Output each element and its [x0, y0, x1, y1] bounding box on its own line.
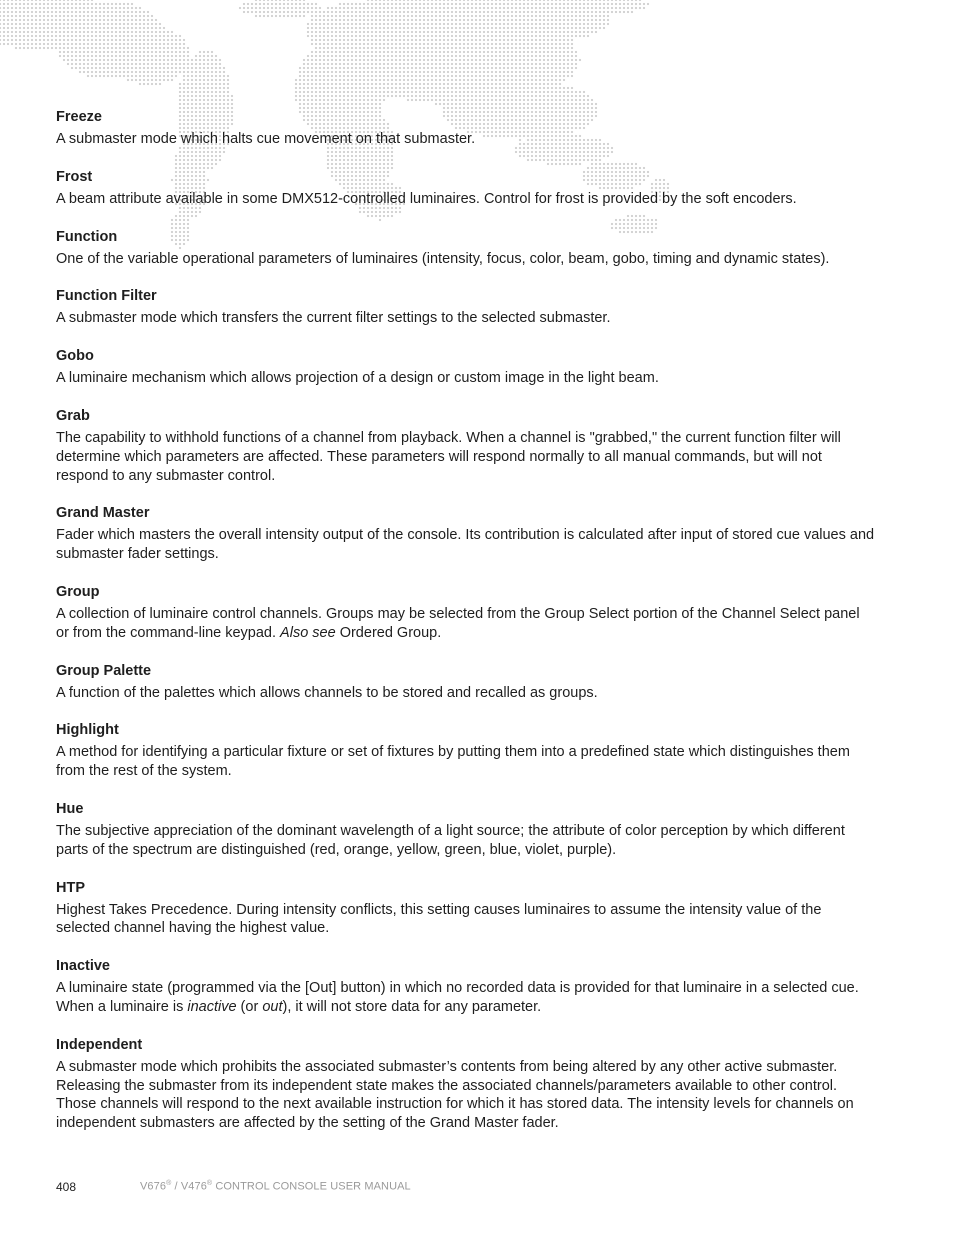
glossary-list — [56, 108, 876, 1152]
definition-text: A beam attribute available in some DMX512-controlled luminaires. Control for frost is provided by the soft encoders. — [56, 190, 797, 207]
definition-text: A submaster mode which prohibits the associated submaster’s contents from being altered by any other active submaster. Releasing the submaster from its independent state makes the associated channels/parameters available to other control. Those channels will respond to the next available instruction for which it has stored data. The intensity levels for channels on independent submasters are affected by the setting of the Grand Master fader. — [56, 1058, 854, 1132]
page-footer — [56, 1178, 906, 1198]
definition-text: Fader which masters the overall intensity output of the console. Its contribution is calculated after input of stored cue values and submaster fader settings. — [56, 527, 875, 563]
glossary-entry — [56, 108, 876, 149]
glossary-entry — [56, 957, 876, 1017]
title-separator: / — [171, 1180, 181, 1193]
glossary-entry — [56, 228, 876, 269]
glossary-term: Freeze — [56, 109, 102, 125]
definition-text: A submaster mode which transfers the current filter settings to the selected submaster. — [56, 310, 611, 327]
glossary-term: Group — [56, 583, 100, 600]
glossary-definition — [56, 250, 876, 269]
glossary-definition — [56, 526, 876, 564]
manual-title — [140, 1180, 411, 1193]
model-a: V676 — [140, 1180, 167, 1193]
registered-mark-b: ® — [206, 1180, 213, 1187]
glossary-definition — [56, 190, 876, 209]
glossary-entry — [56, 504, 876, 564]
glossary-entry — [56, 168, 876, 209]
emphasis-text: inactive — [187, 998, 237, 1015]
glossary-term: Function — [56, 228, 118, 245]
glossary-term: Highlight — [56, 722, 119, 739]
glossary-term: Frost — [56, 168, 93, 185]
glossary-entry — [56, 287, 876, 328]
glossary-entry — [56, 347, 876, 388]
glossary-term: HTP — [56, 879, 85, 896]
glossary-entry — [56, 583, 876, 643]
glossary-entry — [56, 721, 876, 781]
glossary-term: Grab — [56, 407, 90, 424]
glossary-definition — [56, 369, 876, 388]
glossary-definition — [56, 309, 876, 328]
glossary-term: Group Palette — [56, 662, 152, 679]
glossary-entry — [56, 407, 876, 485]
registered-mark-a: ® — [166, 1180, 172, 1187]
definition-text: A method for identifying a particular fixture or set of fixtures by putting them into a predefined state which distinguishes them from the rest of the system. — [56, 744, 850, 780]
glossary-definition — [56, 429, 876, 485]
page-number: 408 — [56, 1180, 77, 1194]
cross-reference-link: Ordered Group — [339, 624, 438, 641]
glossary-definition — [56, 743, 876, 781]
glossary-entry — [56, 1036, 876, 1133]
definition-text: Highest Takes Precedence. During intensity conflicts, this setting causes luminaires to assume the intensity value of the selected channel having the highest value. — [56, 901, 822, 937]
glossary-entry — [56, 800, 876, 860]
emphasis-text: Also see — [280, 624, 336, 641]
glossary-definition — [56, 822, 876, 860]
emphasis-text: out — [262, 998, 283, 1015]
definition-text: One of the variable operational parameters of luminaires (intensity, focus, color, beam, gobo, timing and dynamic states). — [56, 250, 830, 267]
glossary-definition — [56, 684, 876, 703]
definition-text: ), it will not store data for any parameter. — [282, 998, 542, 1015]
definition-text: . — [437, 624, 442, 641]
glossary-term: Function Filter — [56, 288, 157, 305]
title-rest: CONTROL CONSOLE USER MANUAL — [212, 1180, 411, 1193]
glossary-term: Gobo — [56, 348, 94, 365]
definition-text: The capability to withhold functions of a channel from playback. When a channel is "grabbed," the current function filter will determine which parameters are affected. These parameters will respond normally to all manual commands, but will not respond to any submaster control. — [56, 429, 841, 484]
glossary-entry — [56, 879, 876, 939]
glossary-definition — [56, 979, 876, 1017]
definition-text: A luminaire mechanism which allows projection of a design or custom image in the light beam. — [56, 370, 659, 387]
glossary-entry — [56, 662, 876, 703]
definition-text: A luminaire state (programmed via the [Out] button) in which no recorded data is provided for that luminaire in a selected cue. When a luminaire is — [56, 980, 859, 1015]
definition-text: (or — [236, 998, 263, 1015]
definition-text: A collection of luminaire control channels. Groups may be selected from the Group Select portion of the Channel Select panel or from the command-line keypad. — [56, 605, 860, 641]
glossary-term: Inactive — [56, 958, 110, 975]
glossary-term: Hue — [56, 800, 84, 817]
definition-text: A submaster mode which halts cue movement on that submaster. — [56, 131, 476, 147]
glossary-term: Grand Master — [56, 505, 150, 522]
glossary-definition — [56, 605, 876, 643]
glossary-definition — [56, 1058, 876, 1133]
glossary-definition — [56, 901, 876, 939]
definition-text: A function of the palettes which allows channels to be stored and recalled as groups. — [56, 684, 598, 701]
definition-text: The subjective appreciation of the dominant wavelength of a light source; the attribute of color perception by which different parts of the spectrum are distinguished (red, orange, yellow, green, blue, violet, purple). — [56, 822, 845, 858]
glossary-definition — [56, 130, 876, 149]
model-b: V476 — [180, 1180, 207, 1193]
glossary-term: Independent — [56, 1036, 143, 1053]
